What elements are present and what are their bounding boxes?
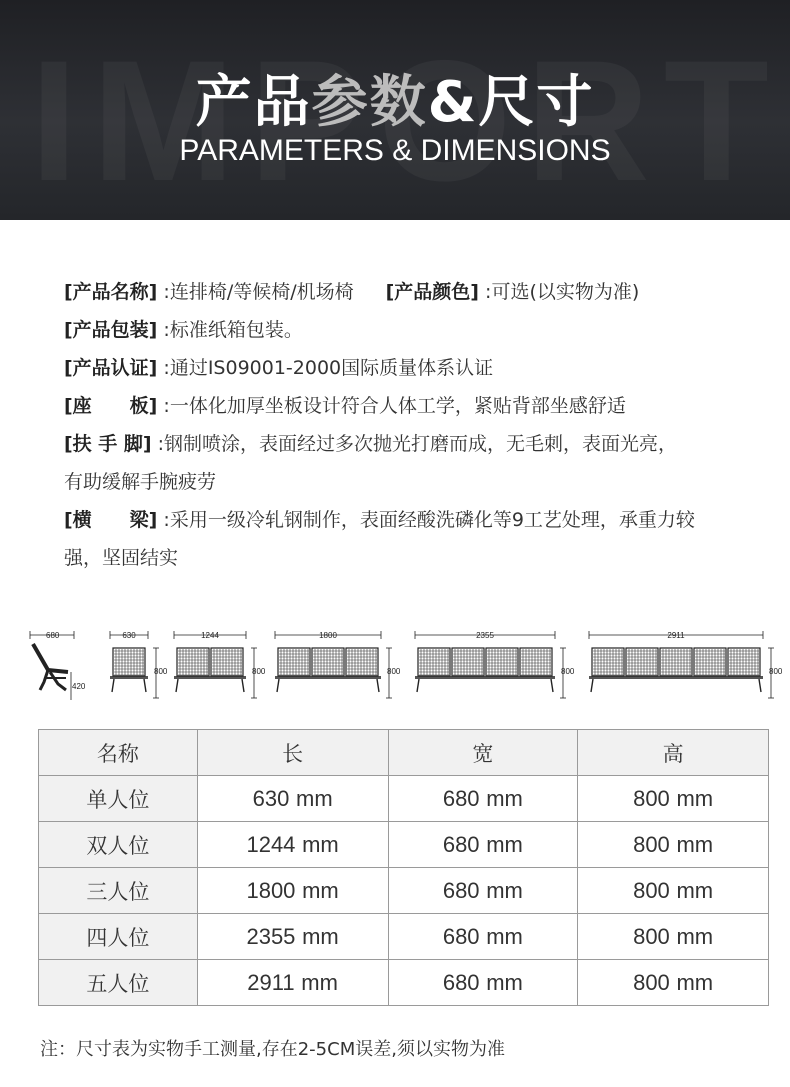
width-label: 630	[122, 631, 136, 640]
page-title	[0, 58, 790, 138]
spec-row-seat	[64, 387, 744, 425]
row-name: 单人位	[39, 776, 198, 822]
spec-row-armrest	[64, 425, 744, 463]
height-label: 800	[252, 667, 266, 676]
spec-val-packaging: :标准纸箱包装。	[157, 319, 303, 341]
header-banner	[0, 0, 790, 220]
height-label: 800	[561, 667, 575, 676]
spec-row-packaging	[64, 311, 744, 349]
spec-val-certification: :通过IS09001-2000国际质量体系认证	[157, 357, 494, 379]
side-view-chair	[30, 631, 86, 700]
row-width: 680 mm	[388, 914, 578, 960]
spec-key-color: [产品颜色]	[385, 281, 479, 303]
header-width: 宽	[388, 730, 578, 776]
height-label: 800	[387, 667, 401, 676]
spec-val-name: :连排椅/等候椅/机场椅	[157, 281, 354, 303]
row-width: 680 mm	[388, 822, 578, 868]
row-length: 1800 mm	[197, 868, 388, 914]
spec-key-packaging: [产品包装]	[64, 319, 158, 341]
row-length: 2355 mm	[197, 914, 388, 960]
row-length: 2911 mm	[197, 960, 388, 1006]
row-name: 双人位	[39, 822, 198, 868]
front-view-1-seat	[110, 631, 168, 698]
row-width: 680 mm	[388, 868, 578, 914]
table-row	[39, 914, 769, 960]
front-view-4-seat	[415, 631, 575, 698]
title-part-2: 参数	[311, 70, 428, 135]
spec-val-armrest-cont: 有助缓解手腕疲劳	[64, 471, 217, 493]
front-view-5-seat	[589, 631, 783, 698]
width-label: 1800	[319, 631, 337, 640]
width-label: 2911	[667, 631, 685, 640]
spec-row-name-color	[64, 273, 744, 311]
table-header-row	[39, 730, 769, 776]
row-name: 四人位	[39, 914, 198, 960]
spec-val-armrest: :钢制喷涂，表面经过多次抛光打磨而成，无毛刺，表面光亮，	[151, 433, 678, 455]
height-label: 800	[769, 667, 783, 676]
spec-list	[64, 273, 744, 577]
table-row	[39, 868, 769, 914]
spec-val-beam: :采用一级冷轧钢制作，表面经酸洗磷化等9工艺处理，承重力较	[157, 509, 695, 531]
spec-key-seat: [座 板]	[64, 395, 158, 417]
spec-val-beam-cont: 强，坚固结实	[64, 547, 179, 569]
spec-key-name: [产品名称]	[64, 281, 158, 303]
table-row	[39, 822, 769, 868]
row-height: 800 mm	[578, 960, 769, 1006]
spec-row-certification	[64, 349, 744, 387]
row-length: 630 mm	[197, 776, 388, 822]
row-length: 1244 mm	[197, 822, 388, 868]
dimensions-table	[38, 729, 769, 1006]
page-subtitle: PARAMETERS & DIMENSIONS	[179, 134, 611, 167]
row-name: 三人位	[39, 868, 198, 914]
row-height: 800 mm	[578, 914, 769, 960]
row-height: 800 mm	[578, 776, 769, 822]
width-label: 1244	[201, 631, 219, 640]
row-width: 680 mm	[388, 776, 578, 822]
spec-val-seat: :一体化加厚坐板设计符合人体工学，紧贴背部坐感舒适	[157, 395, 626, 417]
header-name: 名称	[39, 730, 198, 776]
front-view-3-seat	[275, 631, 401, 698]
front-view-2-seat	[174, 631, 266, 698]
spec-val-color: :可选(以实物为准)	[479, 281, 640, 303]
spec-row-beam	[64, 501, 744, 539]
spec-key-beam: [横 梁]	[64, 509, 158, 531]
table-row	[39, 776, 769, 822]
title-part-1: 产品	[195, 70, 312, 135]
table-row	[39, 960, 769, 1006]
height-label: 800	[154, 667, 168, 676]
spec-key-armrest: [扶 手 脚]	[64, 433, 152, 455]
header-height: 高	[578, 730, 769, 776]
spec-key-certification: [产品认证]	[64, 357, 158, 379]
spec-row-beam-cont	[64, 539, 744, 577]
side-depth-label: 680	[46, 631, 60, 640]
front-views	[110, 631, 783, 698]
footnote: 注：尺寸表为实物手工测量,存在2-5CM误差,须以实物为准	[40, 1039, 505, 1060]
title-part-3: &尺寸	[427, 70, 595, 135]
side-seat-height-label: 420	[72, 682, 86, 691]
spec-row-armrest-cont	[64, 463, 744, 501]
header-length: 长	[197, 730, 388, 776]
row-height: 800 mm	[578, 868, 769, 914]
row-height: 800 mm	[578, 822, 769, 868]
dimension-drawings	[0, 626, 790, 706]
row-name: 五人位	[39, 960, 198, 1006]
row-width: 680 mm	[388, 960, 578, 1006]
width-label: 2355	[476, 631, 494, 640]
